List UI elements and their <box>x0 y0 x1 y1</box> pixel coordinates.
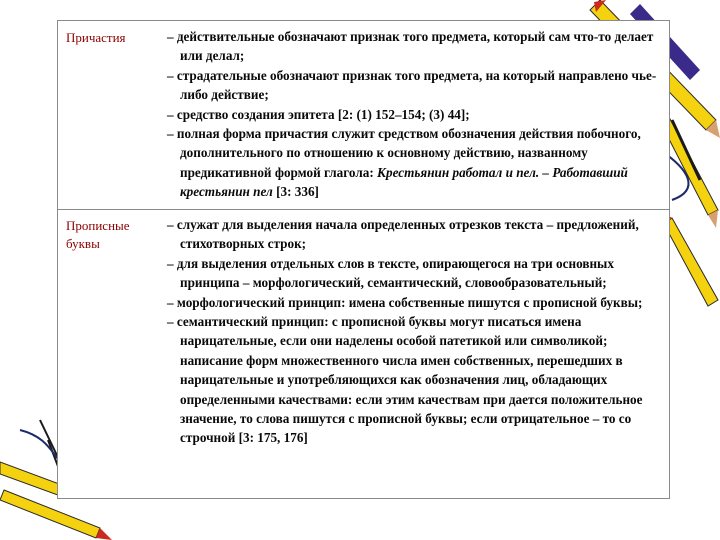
example-reference: [3: 336] <box>272 184 319 200</box>
definition-cell <box>166 27 666 202</box>
table-row <box>58 21 669 209</box>
definition-cell <box>166 215 666 448</box>
term-cell: Прописные буквы <box>66 218 130 251</box>
list-item: – средство создания эпитета [2: (1) 152–154; (3) 44]; <box>167 106 470 122</box>
list-item: – служат для выделения начала определенных отрезков текста – предложений, стихотворных строк; <box>167 217 639 252</box>
list-item: – страдательные обозначают признак того предмета, на который направлено чье-либо действие; <box>167 67 657 103</box>
list-item: – действительные обозначают признак того предмета, который сам что-то делает или делал; <box>167 29 654 64</box>
list-item <box>166 124 666 202</box>
table-row <box>58 209 669 500</box>
list-item: – для выделения отдельных слов в тексте, опирающегося на три основных принципа – морфологический, семантический, словообразовательный; <box>167 255 614 291</box>
example-sentence: Крестьянин работал и пел. – Работавший крестьянин пел <box>180 164 628 200</box>
list-item: – морфологический принцип: имена собственные пишутся с прописной буквы; <box>167 294 643 310</box>
list-item: – семантический принцип: с прописной буквы могут писаться имена нарицательные, если они наделены особой патетикой или символикой; написание форм множественного числа имен собственных, перешедших в нарицательные и употребляющихся как обозначения лиц, обладающих определенными качествами: если этим качествам при дается положительное значение, то слова пишутся с прописной буквы; если отрицательное – то со строчной [3: 175, 176] <box>167 314 643 446</box>
term-cell: Причастия <box>66 30 126 45</box>
content-table <box>57 20 670 499</box>
list-item-text: – полная форма причастия служит средством обозначения действия побочного, дополнительного по отношению к основному действию, названному предикативной формой глагола: <box>167 126 641 180</box>
